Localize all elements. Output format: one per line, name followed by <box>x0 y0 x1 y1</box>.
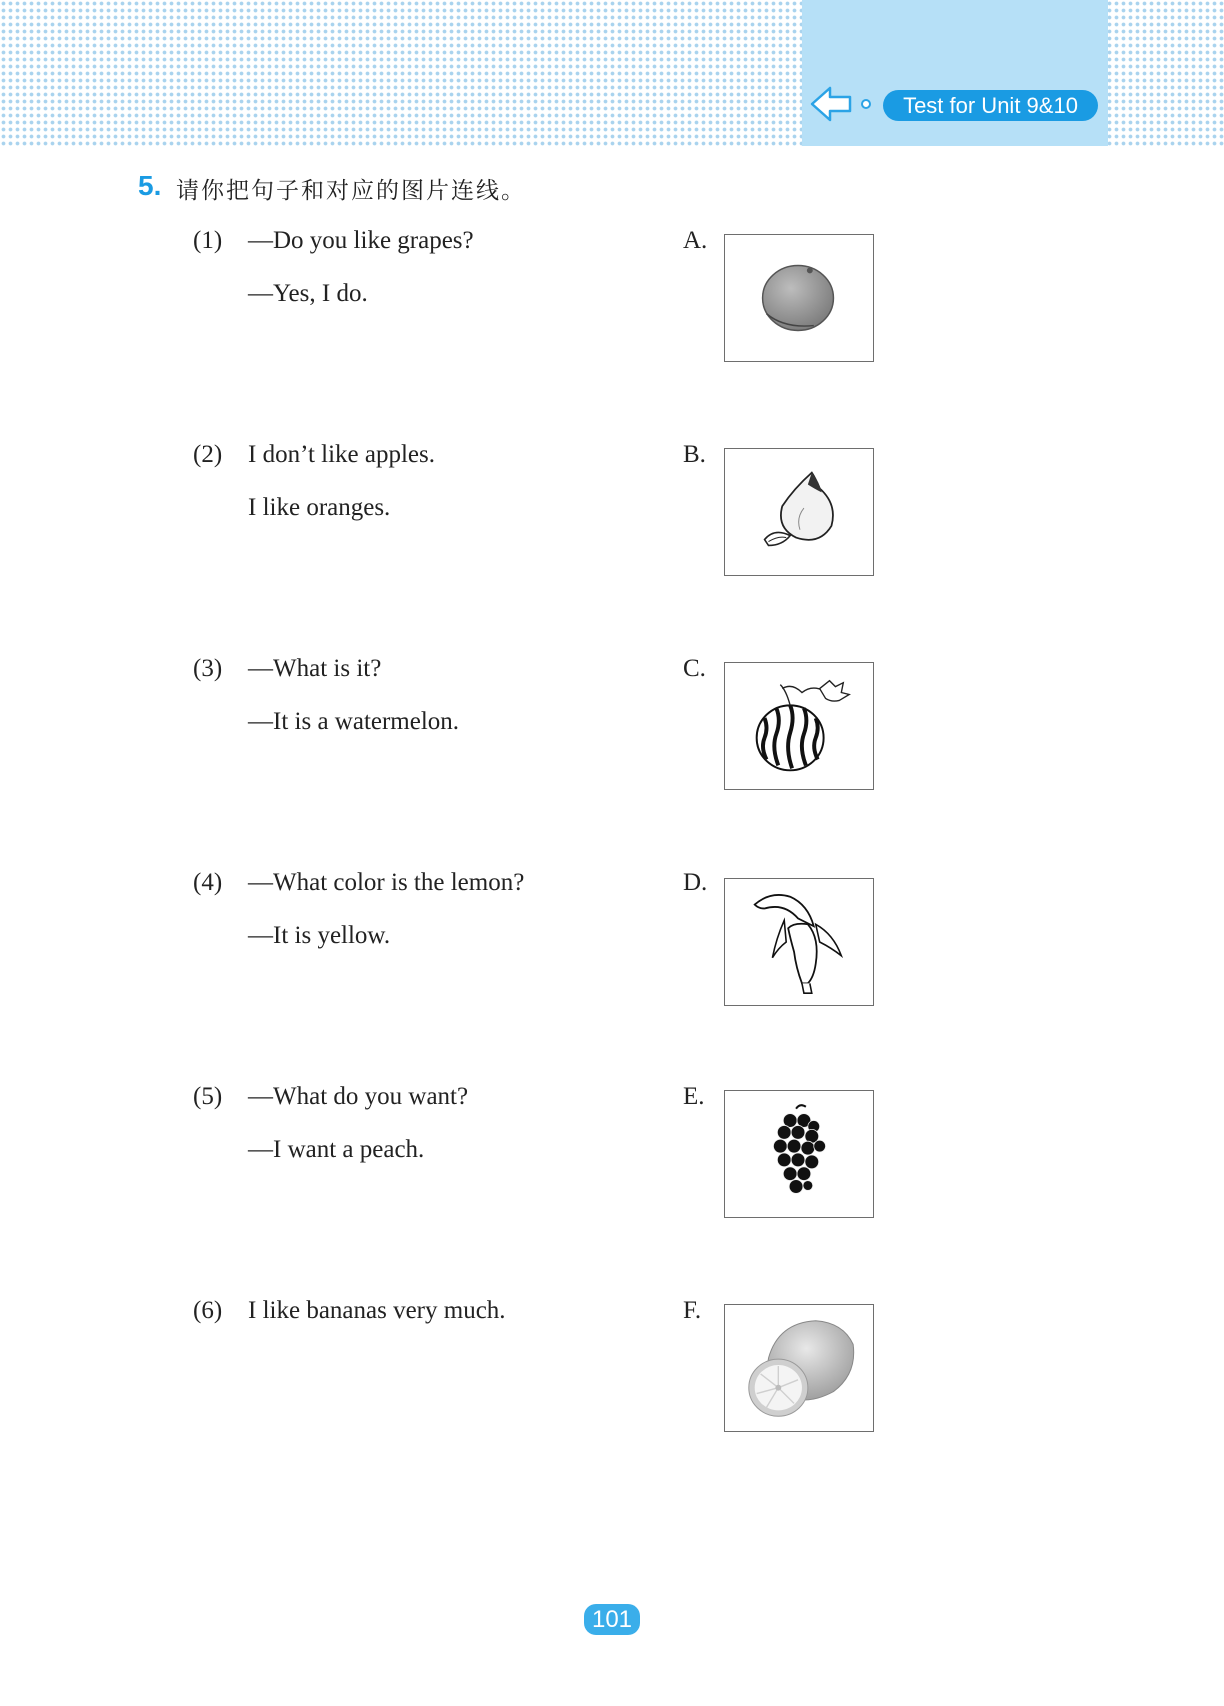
unit-badge: Test for Unit 9&10 <box>883 90 1098 121</box>
option-label-a: A. <box>683 227 708 254</box>
option-image-e[interactable] <box>724 1090 874 1218</box>
option-image-b[interactable] <box>724 448 874 576</box>
item-line-1: I don’t like apples. <box>248 441 435 468</box>
header-panel <box>802 0 1108 146</box>
orange-icon <box>725 235 873 361</box>
option-label-e: E. <box>683 1083 705 1110</box>
item-line-2: I like oranges. <box>248 494 391 521</box>
page-number: 101 <box>584 1604 640 1635</box>
lemon-icon <box>725 1305 873 1431</box>
watermelon-icon <box>725 663 873 789</box>
item-line-2: —It is a watermelon. <box>248 708 460 735</box>
grapes-icon <box>725 1091 873 1217</box>
question-number: 5. <box>138 170 162 201</box>
item-number: (4) <box>193 869 223 896</box>
item-line-1: —What do you want? <box>248 1083 469 1110</box>
left-arrow-icon <box>810 84 854 124</box>
option-label-b: B. <box>683 441 706 468</box>
item-number: (2) <box>193 441 223 468</box>
question-instruction: 请你把句子和对应的图片连线。 <box>176 178 526 204</box>
item-line-2: —I want a peach. <box>248 1136 425 1163</box>
item-line-1: —What color is the lemon? <box>248 869 525 896</box>
header-dot <box>861 99 871 109</box>
item-line-2: —Yes, I do. <box>248 280 368 307</box>
item-line-1: —Do you like grapes? <box>248 227 474 254</box>
item-number: (3) <box>193 655 223 682</box>
peach-icon <box>725 449 873 575</box>
option-label-c: C. <box>683 655 706 682</box>
item-number: (1) <box>193 227 223 254</box>
item-line-2: —It is yellow. <box>248 922 391 949</box>
option-image-c[interactable] <box>724 662 874 790</box>
option-label-d: D. <box>683 869 708 896</box>
option-image-d[interactable] <box>724 878 874 1006</box>
item-number: (6) <box>193 1297 223 1324</box>
option-image-a[interactable] <box>724 234 874 362</box>
option-image-f[interactable] <box>724 1304 874 1432</box>
item-line-1: I like bananas very much. <box>248 1297 506 1324</box>
option-label-f: F. <box>683 1297 702 1324</box>
item-number: (5) <box>193 1083 223 1110</box>
item-line-1: —What is it? <box>248 655 382 682</box>
banana-icon <box>725 879 873 1005</box>
